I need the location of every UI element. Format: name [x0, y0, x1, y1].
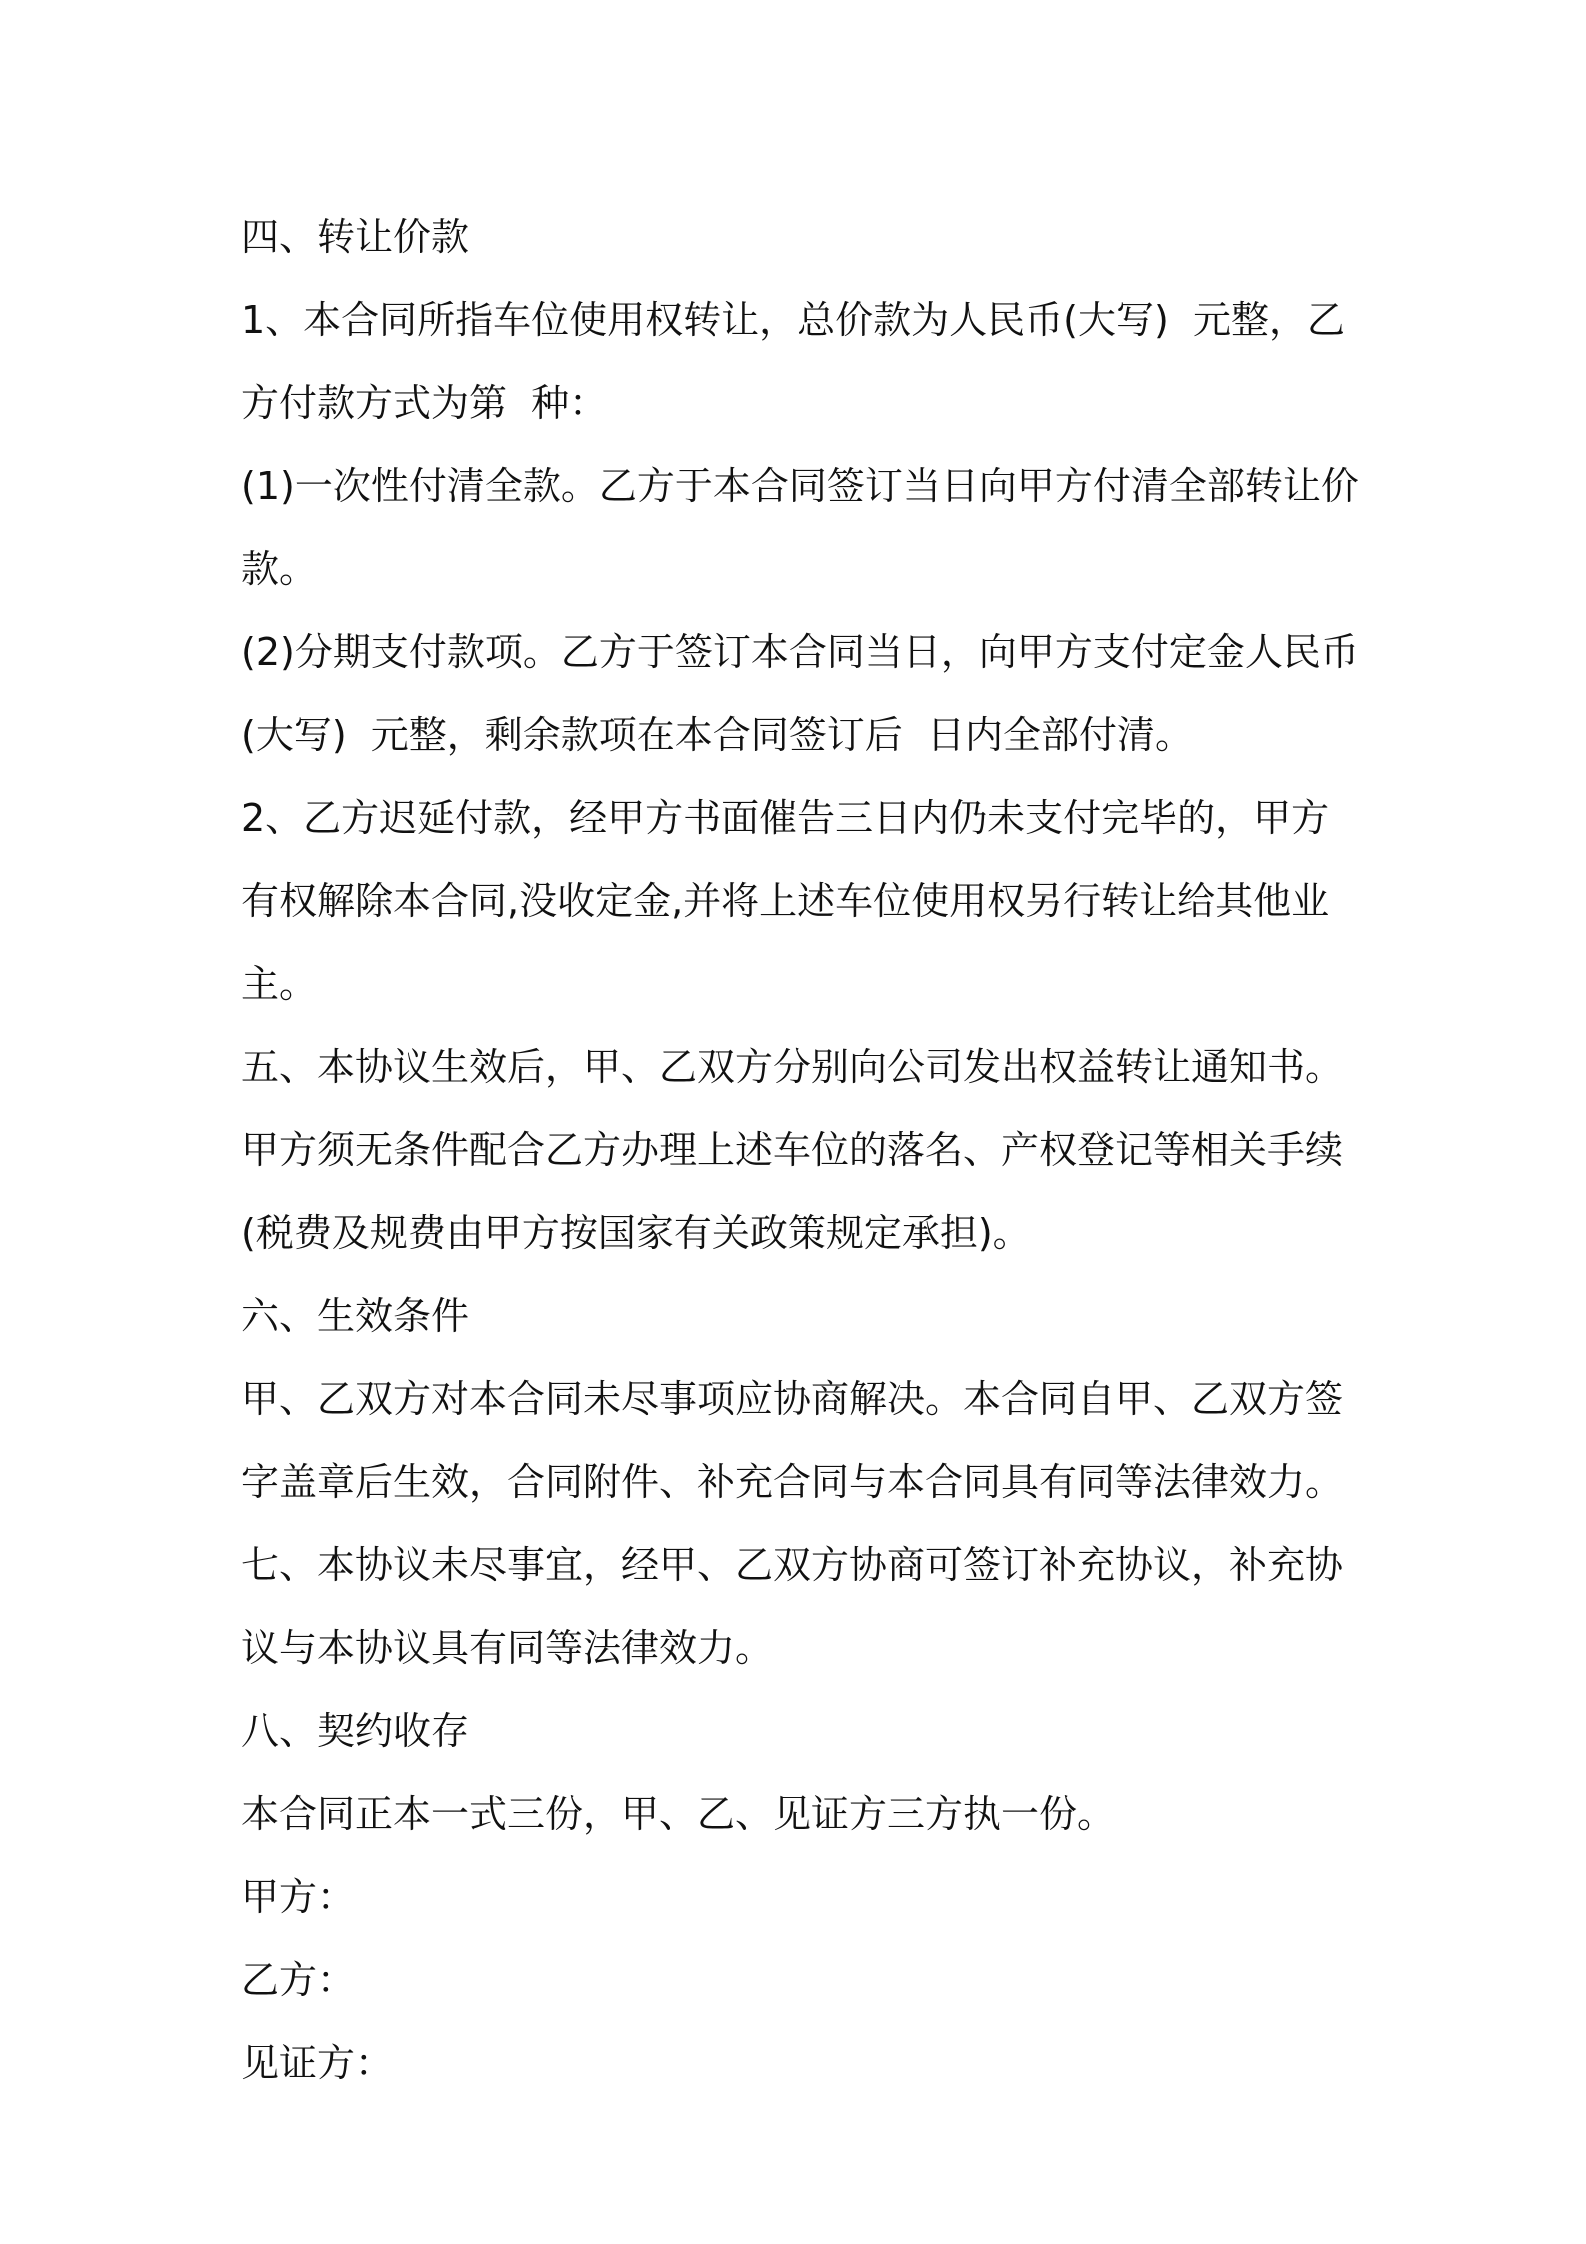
section-heading-effective-conditions: 六、生效条件: [241, 1294, 470, 1338]
signature-witness: 见证方：: [241, 2041, 394, 2085]
section-heading-contract-copies: 八、契约收存: [241, 1709, 470, 1753]
clause-effective-conditions: 甲、乙双方对本合同未尽事项应协商解决。本合同自甲、乙双方签字盖章后生效，合同附件、补充合同与本合同具有同等法律效力。: [241, 1377, 1344, 1504]
clause-total-price: 1、本合同所指车位使用权转让，总价款为人民币(大写) 元整，乙方付款方式为第 种：: [241, 298, 1345, 425]
contract-body: [241, 196, 1361, 2105]
section-heading-transfer-price: 四、转让价款: [241, 215, 470, 259]
section-supplementary-agreement: 七、本协议未尽事宜，经甲、乙双方协商可签订补充协议，补充协议与本协议具有同等法律效力。: [241, 1543, 1344, 1670]
clause-lump-sum-payment: (1)一次性付清全款。乙方于本合同签订当日向甲方付清全部转让价款。: [241, 464, 1359, 591]
clause-contract-copies: 本合同正本一式三份，甲、乙、见证方三方执一份。: [241, 1792, 1116, 1836]
clause-installment-payment: (2)分期支付款项。乙方于签订本合同当日，向甲方支付定金人民币(大写) 元整，剩余款项在本合同签订后 日内全部付清。: [241, 630, 1359, 757]
signature-party-a: 甲方：: [241, 1875, 356, 1919]
section-transfer-notice: 五、本协议生效后，甲、乙双方分别向公司发出权益转让通知书。甲方须无条件配合乙方办理上述车位的落名、产权登记等相关手续(税费及规费由甲方按国家有关政策规定承担)。: [241, 1045, 1344, 1255]
signature-party-b: 乙方：: [241, 1958, 356, 2002]
clause-late-payment: 2、乙方迟延付款，经甲方书面催告三日内仍未支付完毕的，甲方有权解除本合同,没收定金,并将上述车位使用权另行转让给其他业主。: [241, 796, 1330, 1006]
